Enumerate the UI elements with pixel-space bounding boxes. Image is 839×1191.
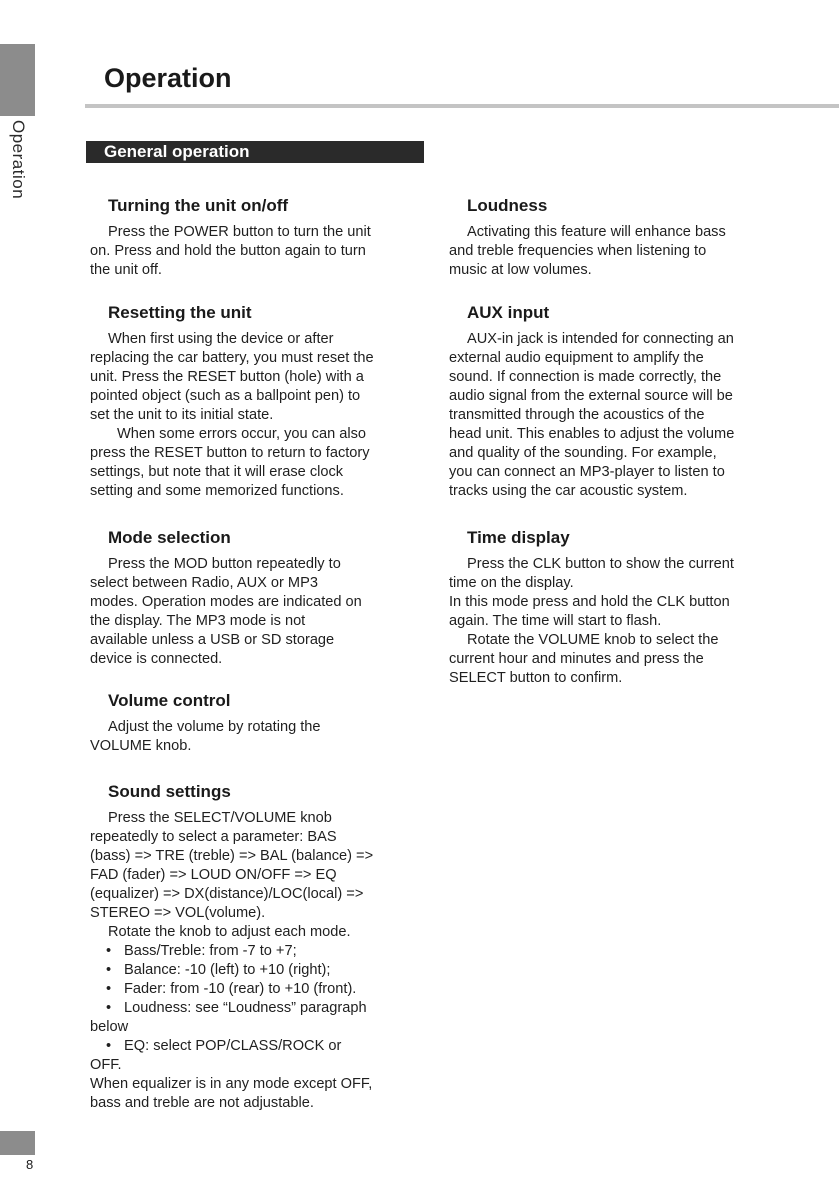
heading-volume: Volume control	[108, 691, 231, 710]
text-line: When first using the device or after	[108, 331, 334, 347]
text-line: Press the POWER button to turn the unit	[108, 224, 371, 240]
bullet-icon: •	[106, 943, 112, 959]
page-number: 8	[26, 1157, 34, 1172]
bullet-icon: •	[106, 981, 112, 997]
side-section-label: Operation	[9, 120, 28, 200]
bullet-item: • Bass/Treble: from -7 to +7;	[106, 943, 297, 959]
text-line: replacing the car battery, you must reset the	[90, 350, 374, 366]
bullet-item: • Fader: from -10 (rear) to +10 (front).	[106, 981, 357, 997]
text-line: external audio equipment to amplify the	[449, 350, 704, 366]
text-line: modes. Operation modes are indicated on	[90, 594, 362, 610]
page-title: Operation	[104, 63, 232, 93]
text-line: (bass) => TRE (treble) => BAL (balance) =>	[90, 848, 374, 864]
text-line: the unit off.	[90, 262, 162, 278]
text-line: Adjust the volume by rotating the	[108, 719, 321, 735]
heading-sound: Sound settings	[108, 782, 231, 801]
text-line: transmitted through the acoustics of the	[449, 407, 705, 423]
text-line: available unless a USB or SD storage	[90, 632, 335, 648]
text-line: pointed object (such as a ballpoint pen) to	[90, 388, 361, 404]
text-line: current hour and minutes and press the	[449, 651, 704, 667]
text-line: sound. If connection is made correctly, the	[449, 369, 722, 385]
text-line: on. Press and hold the button again to turn	[90, 243, 366, 259]
title-divider	[85, 104, 839, 108]
text-line: head unit. This enables to adjust the volume	[449, 426, 735, 442]
text-line: STEREO => VOL(volume).	[90, 905, 266, 921]
text-line: FAD (fader) => LOUD ON/OFF => EQ	[90, 867, 337, 883]
bullet-item: • Loudness: see “Loudness” paragraph	[106, 1000, 367, 1016]
text-line: VOLUME knob.	[90, 738, 192, 754]
text-line: Press the SELECT/VOLUME knob	[108, 810, 332, 826]
text-line: press the RESET button to return to factory	[90, 445, 370, 461]
bullet-icon: •	[106, 962, 112, 978]
heading-turning: Turning the unit on/off	[108, 196, 289, 215]
text-line: the display. The MP3 mode is not	[90, 613, 306, 629]
text-line: Rotate the knob to adjust each mode.	[108, 924, 351, 940]
heading-mode: Mode selection	[108, 528, 231, 547]
text-line: and treble frequencies when listening to	[449, 243, 707, 259]
text-line: AUX-in jack is intended for connecting an	[467, 331, 734, 347]
text-line: bass and treble are not adjustable.	[90, 1095, 314, 1111]
heading-resetting: Resetting the unit	[108, 303, 252, 322]
bullet-icon: •	[106, 1000, 112, 1016]
section-loudness	[449, 195, 779, 280]
text-line: Press the MOD button repeatedly to	[108, 556, 341, 572]
text-line: music at low volumes.	[449, 262, 592, 278]
heading-aux: AUX input	[467, 303, 550, 322]
section-resetting	[90, 302, 420, 501]
text-line: OFF.	[90, 1057, 122, 1073]
text-line: Press the CLK button to show the current	[467, 556, 734, 572]
section-volume-control	[90, 690, 420, 756]
section-turning-on-off	[90, 195, 420, 280]
text-line: select between Radio, AUX or MP3	[90, 575, 318, 591]
text-line: settings, but note that it will erase clock	[90, 464, 344, 480]
heading-loudness: Loudness	[467, 196, 548, 215]
section-title-bar: General operation	[86, 141, 424, 163]
text-line: and quality of the sounding. For example,	[449, 445, 717, 461]
bullet-item: • Balance: -10 (left) to +10 (right);	[106, 962, 331, 978]
text-line: setting and some memorized functions.	[90, 483, 344, 499]
bullet-item: • EQ: select POP/CLASS/ROCK or	[106, 1038, 342, 1054]
text-line: set the unit to its initial state.	[90, 407, 274, 423]
text-line: below	[90, 1019, 129, 1035]
text-line: tracks using the car acoustic system.	[449, 483, 688, 499]
text-line: When some errors occur, you can also	[117, 426, 367, 442]
heading-time: Time display	[467, 528, 570, 547]
text-line: you can connect an MP3-player to listen to	[449, 464, 725, 480]
bullet-icon: •	[106, 1038, 112, 1054]
side-tab-marker	[0, 44, 35, 116]
section-mode-selection	[90, 527, 420, 669]
page-number-tab	[0, 1131, 35, 1155]
text-line: Activating this feature will enhance bass	[467, 224, 726, 240]
text-line: again. The time will start to flash.	[449, 613, 662, 629]
section-aux-input	[449, 302, 779, 501]
text-line: SELECT button to confirm.	[449, 670, 623, 686]
text-line: repeatedly to select a parameter: BAS	[90, 829, 337, 845]
text-line: When equalizer is in any mode except OFF,	[90, 1076, 373, 1092]
text-line: device is connected.	[90, 651, 223, 667]
text-line: time on the display.	[449, 575, 574, 591]
text-line: (equalizer) => DX(distance)/LOC(local) =>	[90, 886, 364, 902]
section-time-display	[449, 527, 779, 688]
text-line: unit. Press the RESET button (hole) with a	[90, 369, 364, 385]
section-sound-settings	[90, 781, 420, 1113]
text-line: In this mode press and hold the CLK button	[449, 594, 730, 610]
text-line: audio signal from the external source will be	[449, 388, 733, 404]
text-line: Rotate the VOLUME knob to select the	[467, 632, 719, 648]
